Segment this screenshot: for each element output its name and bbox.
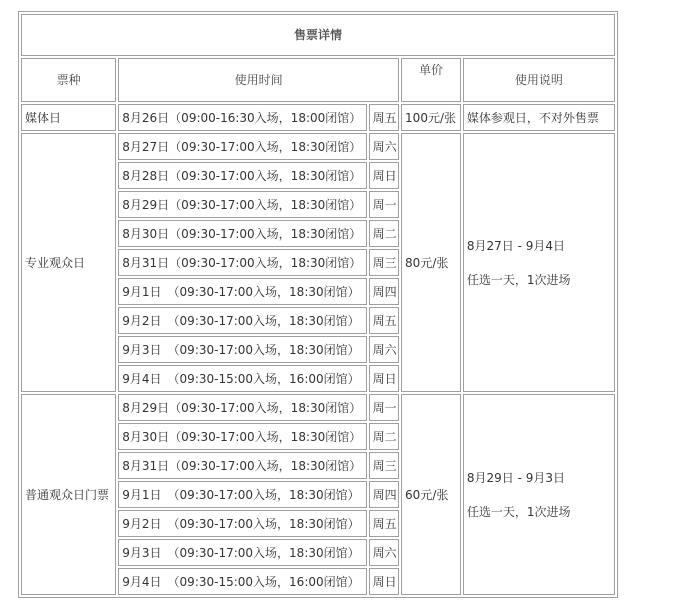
weekday: 周六 — [369, 539, 399, 566]
professional-day-usage-notes — [463, 133, 615, 392]
header-unit-price: 单价 — [401, 58, 461, 102]
media-day-usage-notes — [463, 104, 615, 131]
media-day-ticket-type: 媒体日 — [21, 104, 116, 131]
usage-note-line: 8月29日 - 9月3日 — [466, 470, 565, 485]
session-time: 8月30日（09:30-17:00入场，18:30闭馆） — [118, 423, 366, 450]
session-time: 8月28日（09:30-17:00入场，18:30闭馆） — [118, 162, 366, 189]
weekday: 周六 — [369, 133, 399, 160]
general-day-usage-notes — [463, 394, 615, 595]
session-time: 9月3日 （09:30-17:00入场，18:30闭馆） — [118, 336, 366, 363]
weekday: 周五 — [369, 307, 399, 334]
weekday: 周日 — [369, 162, 399, 189]
session-time: 9月3日 （09:30-17:00入场，18:30闭馆） — [118, 539, 366, 566]
session-time: 9月1日 （09:30-17:00入场，18:30闭馆） — [118, 481, 366, 508]
ticket-sales-table — [18, 11, 618, 598]
weekday: 周日 — [369, 365, 399, 392]
session-time: 8月30日（09:30-17:00入场，18:30闭馆） — [118, 220, 366, 247]
session-time: 8月27日（09:30-17:00入场，18:30闭馆） — [118, 133, 366, 160]
session-time: 9月2日 （09:30-17:00入场，18:30闭馆） — [118, 307, 366, 334]
table-title: 售票详情 — [21, 14, 615, 56]
note-spacer — [467, 254, 611, 272]
usage-note-line: 8月27日 - 9月4日 — [466, 238, 565, 253]
table-row — [21, 104, 615, 131]
weekday: 周三 — [369, 249, 399, 276]
usage-note-line: 媒体参观日，不对外售票 — [466, 110, 599, 125]
session-time: 9月4日 （09:30-15:00入场，16:00闭馆） — [118, 568, 366, 595]
session-time: 9月2日 （09:30-17:00入场，18:30闭馆） — [118, 510, 366, 537]
weekday: 周五 — [369, 104, 399, 131]
session-time: 8月31日（09:30-17:00入场，18:30闭馆） — [118, 452, 366, 479]
general-day-ticket-type: 普通观众日门票 — [21, 394, 116, 595]
session-time: 9月1日 （09:30-17:00入场，18:30闭馆） — [118, 278, 366, 305]
weekday: 周一 — [369, 394, 399, 421]
professional-day-price: 80元/张 — [401, 133, 461, 392]
weekday: 周二 — [369, 220, 399, 247]
weekday: 周六 — [369, 336, 399, 363]
general-day-price: 60元/张 — [401, 394, 461, 595]
professional-day-ticket-type: 专业观众日 — [21, 133, 116, 392]
header-ticket-type: 票种 — [21, 58, 116, 102]
session-time: 9月4日 （09:30-15:00入场，16:00闭馆） — [118, 365, 366, 392]
session-time: 8月29日（09:30-17:00入场，18:30闭馆） — [118, 191, 366, 218]
session-time: 8月31日（09:30-17:00入场，18:30闭馆） — [118, 249, 366, 276]
session-time: 8月29日（09:30-17:00入场，18:30闭馆） — [118, 394, 366, 421]
table-row — [21, 394, 615, 421]
usage-note-line: 任选一天，1次进场 — [466, 272, 571, 287]
weekday: 周日 — [369, 568, 399, 595]
weekday: 周四 — [369, 278, 399, 305]
session-time: 8月26日（09:00-16:30入场，18:00闭馆） — [118, 104, 366, 131]
header-usage-time: 使用时间 — [118, 58, 399, 102]
note-spacer — [467, 486, 611, 504]
weekday: 周一 — [369, 191, 399, 218]
usage-note-line: 任选一天，1次进场 — [466, 504, 571, 519]
weekday: 周三 — [369, 452, 399, 479]
table-row — [21, 133, 615, 160]
header-usage-notes: 使用说明 — [463, 58, 615, 102]
weekday: 周五 — [369, 510, 399, 537]
media-day-price: 100元/张 — [401, 104, 461, 131]
weekday: 周二 — [369, 423, 399, 450]
weekday: 周四 — [369, 481, 399, 508]
